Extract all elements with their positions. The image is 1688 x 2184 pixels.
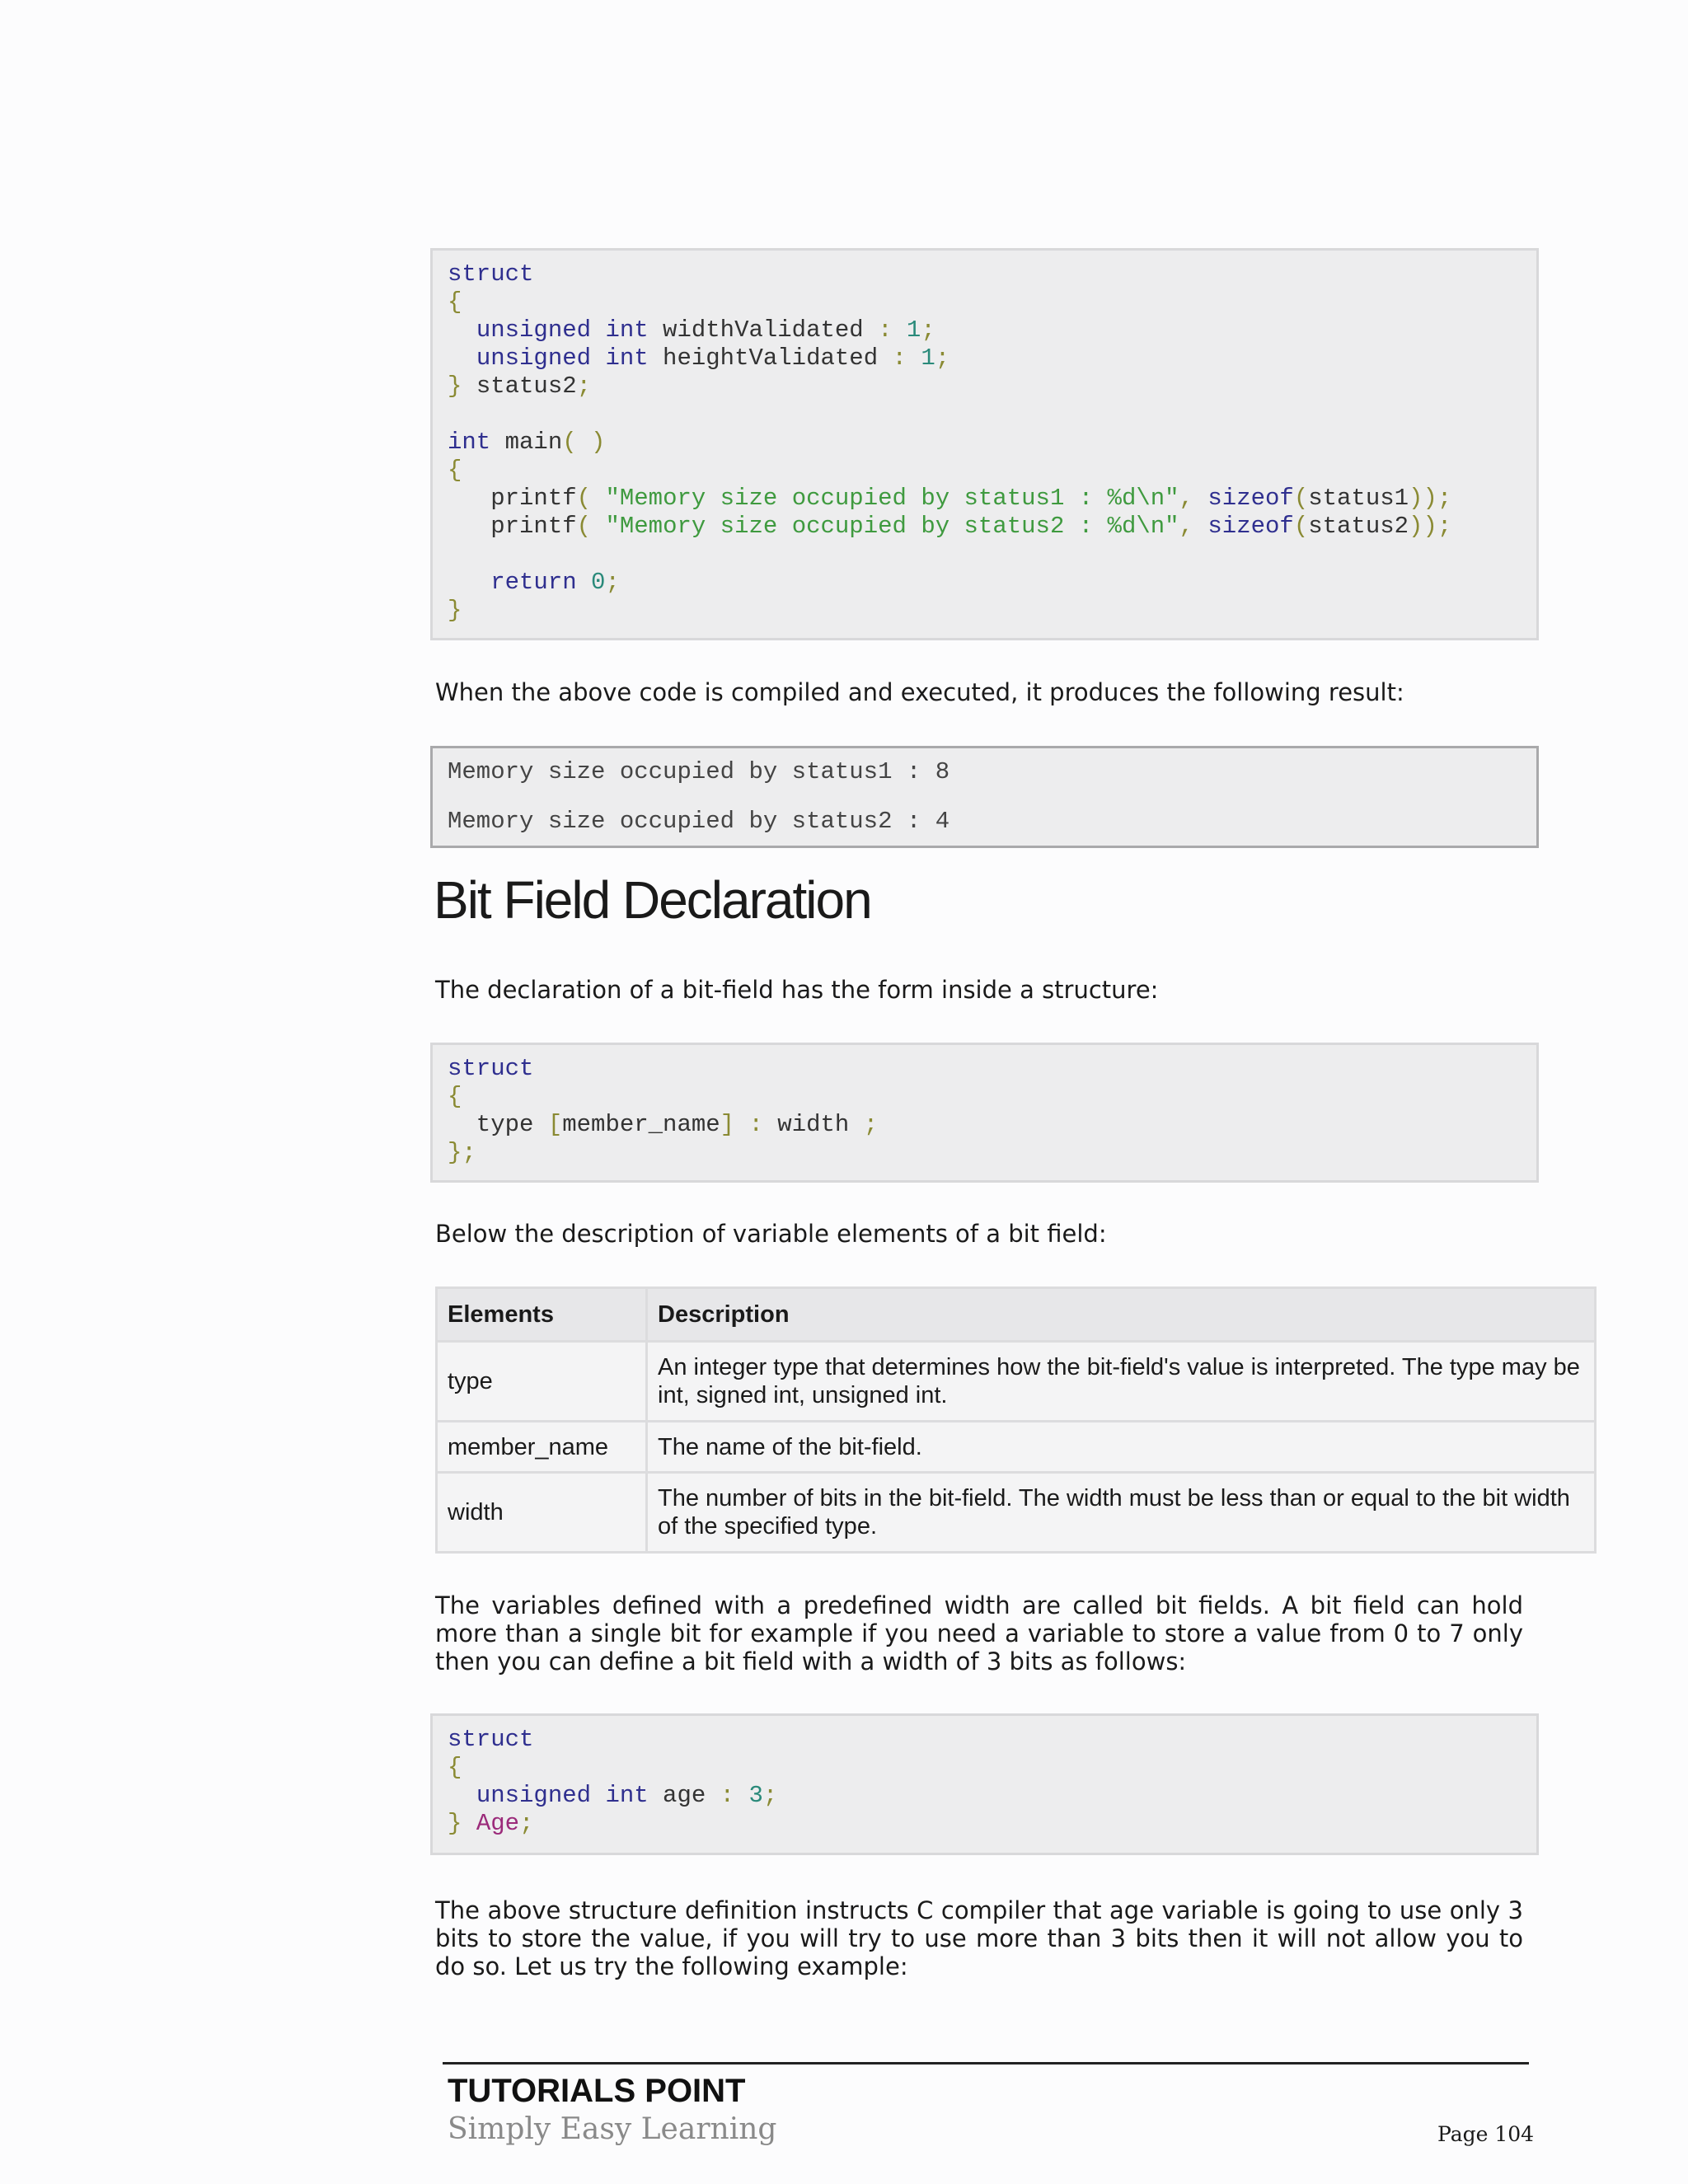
code-token: printf [448,513,577,540]
code-token: ; [863,1111,879,1138]
code-token: : [878,316,907,344]
code-token: "Memory size occupied by status1 : %d\n" [605,485,1179,512]
code-token: "Memory size occupied by status2 : %d\n" [605,513,1179,540]
code-token: width [777,1111,864,1138]
code-token: [ [547,1111,563,1138]
code-line [448,541,1522,569]
code-token: : [720,1782,749,1809]
code-token: ( [576,513,606,540]
code-token: ; [921,316,935,344]
code-token: )); [1409,513,1452,540]
code-line [448,485,1522,513]
code-token: { [448,457,462,484]
code-token: widthValidated [648,316,879,344]
footer-tagline: Simply Easy Learning [448,2112,777,2146]
code-token: main [490,429,563,456]
code-token: ( [1293,513,1309,540]
table-row [437,1342,1596,1422]
code-token: heightValidated [648,344,893,372]
code-line [448,1139,1522,1167]
code-line [448,457,1522,485]
header-elements: Elements [437,1288,647,1342]
element-cell: type [437,1342,647,1422]
code-token: 1 [906,316,921,344]
page-number: Page 104 [1437,2122,1535,2146]
code-block-struct-status2 [430,248,1539,640]
code-line [448,1810,1522,1838]
description-cell: An integer type that determines how the bit-field's value is interpreted. The type may be int, signed int, unsigned int. [647,1342,1596,1422]
code-token [577,569,591,596]
description-cell: The number of bits in the bit-field. The width must be less than or equal to the bit width of the specified type. [647,1473,1596,1553]
header-description: Description [647,1288,1596,1342]
code-token: status2 [1308,513,1409,540]
code-token: : [892,344,921,372]
table-header-row [437,1288,1596,1342]
code-token: } [448,373,476,400]
code-token: , [1179,485,1208,512]
code-token [448,344,476,372]
code-token: printf [448,485,577,512]
code-token: )); [1409,485,1452,512]
code-line [448,288,1522,316]
code-token: , [1179,513,1208,540]
code-line [448,513,1522,541]
code-token: 0 [591,569,606,596]
element-cell: member_name [437,1422,647,1473]
footer-rule [443,2062,1529,2064]
code-token: ; [576,373,592,400]
code-token: return [490,569,577,596]
bit-fields-explanation: The variables defined with a predefined width are called bit fields. A bit field can hold more than a single bit for example if you need a variable to store a value from 0 to 7 only then you can define a bit field with a width of 3 bits as follows: [435,1591,1523,1675]
code-token: 1 [921,344,935,372]
code-block-age-struct [430,1713,1539,1855]
code-block-declaration-syntax [430,1043,1539,1183]
elements-table [435,1286,1597,1554]
output-line-2: Memory size occupied by status2 : 4 [448,808,950,835]
code-token: status2 [476,373,577,400]
code-token: }; [448,1139,476,1166]
table-row [437,1473,1596,1553]
code-line [448,316,1522,344]
code-line [448,1055,1522,1083]
code-token: member_name [562,1111,720,1138]
code-token: age [648,1782,720,1809]
output-line-1: Memory size occupied by status1 : 8 [448,758,950,785]
code-token: ; [935,344,950,372]
code-token: ; [605,569,620,596]
code-token: { [448,1083,462,1110]
code-token [448,569,490,596]
structure-definition-explanation: The above structure definition instructs C compiler that age variable is going to use only 3 bits to store the value, if you will try to use more than 3 bits then it will not allow you to do so. Let us try the following example: [435,1896,1523,1980]
code-token: unsigned int [476,316,649,344]
code-token: { [448,288,462,316]
code-token: Age [476,1810,520,1837]
code-line [448,1782,1522,1810]
code-token [448,316,476,344]
code-line [448,1726,1522,1754]
code-token: 3 [748,1782,763,1809]
code-line [448,597,1522,625]
code-token: type [448,1111,548,1138]
code-token: ; [762,1782,778,1809]
code-token: { [448,1754,462,1781]
code-line [448,1754,1522,1782]
code-token: unsigned int [476,344,649,372]
code-token: ( [576,485,606,512]
code-token: ] : [720,1111,778,1138]
code-line [448,429,1522,457]
code-token: } [448,1810,476,1837]
section-heading: Bit Field Declaration [434,870,871,930]
output-block [430,746,1539,848]
code-line [448,1083,1522,1111]
code-token: unsigned int [476,1782,649,1809]
code-line [448,260,1522,288]
elements-intro-text: Below the description of variable elements of a bit field: [435,1220,1107,1248]
code-line [448,569,1522,597]
code-token: ( ) [562,429,606,456]
code-token: int [448,429,491,456]
code-token: ; [519,1810,534,1837]
code-token: ( [1293,485,1309,512]
element-cell: width [437,1473,647,1553]
code-line [448,344,1522,373]
code-line [448,373,1522,401]
footer-brand: TUTORIALS POINT [448,2073,746,2109]
code-token: struct [448,260,534,288]
code-token: } [448,597,462,624]
code-token: struct [448,1726,534,1753]
code-line [448,1111,1522,1139]
result-intro-text: When the above code is compiled and executed, it produces the following result: [435,678,1404,706]
code-token [448,1782,476,1809]
code-token: status1 [1308,485,1409,512]
table-row [437,1422,1596,1473]
description-cell: The name of the bit-field. [647,1422,1596,1473]
code-token: struct [448,1055,534,1082]
code-token: sizeof [1207,513,1294,540]
code-token: sizeof [1207,485,1294,512]
code-line [448,401,1522,429]
declaration-intro-text: The declaration of a bit-field has the form inside a structure: [435,976,1159,1004]
